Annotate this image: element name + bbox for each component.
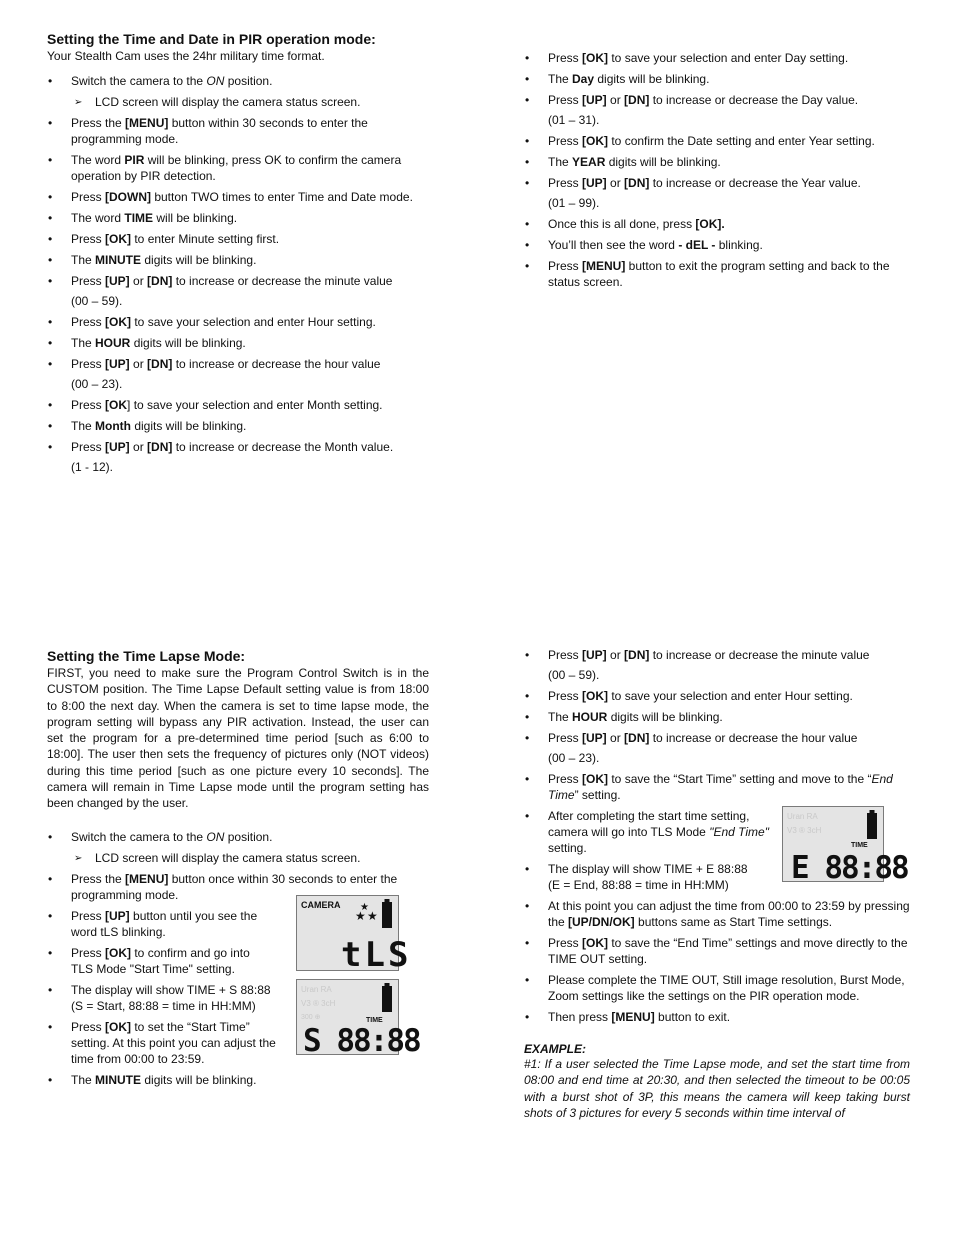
list-item: • Press [UP] or [DN] to increase or decrease the hour value (00 – 23).: [524, 730, 910, 766]
list-item: • Then press [MENU] button to exit.: [524, 1009, 910, 1025]
lcd-ghost-text: V3 ® 3cH: [301, 999, 336, 1008]
range-text: (01 – 31).: [548, 113, 600, 127]
list-item: • After completing the start time setting, camera will go into TLS Mode "End Time" setting.: [524, 808, 773, 856]
range-text: (01 – 99).: [548, 196, 600, 210]
lcd-start-digits: S 88:88: [303, 1023, 420, 1059]
example-text: #1: If a user selected the Time Lapse mode, and set the start time from 08:00 and end time at 20:30, and then selected the timeout to be 00:05 with a burst shot of 3P, this means the camera will keep taking burst shots of 3 pictures for every 5 seconds within time interval of: [524, 1057, 910, 1120]
list-item: • Press [UP] or [DN] to increase or decrease the Month value. (1 - 12).: [47, 439, 437, 475]
pir-steps-list-continued: [524, 50, 914, 290]
list-item: • Press [UP] button until you see the word tLS blinking.: [47, 908, 261, 940]
list-item: • The HOUR digits will be blinking.: [47, 335, 437, 351]
battery-icon: [382, 902, 392, 928]
pir-intro: Your Stealth Cam uses the 24hr military time format.: [47, 49, 325, 63]
range-text: (1 - 12).: [71, 460, 114, 475]
list-item: • You’ll then see the word - dEL - blinking.: [524, 237, 914, 253]
lcd-tls-image: [296, 895, 412, 975]
pir-section-right: [524, 50, 914, 290]
battery-icon: [867, 813, 877, 839]
list-item: • Press [OK] to confirm and go into TLS Mode "Start Time" setting.: [47, 945, 261, 977]
battery-icon: [382, 986, 392, 1012]
lcd-ghost-text: 300 ⊕: [301, 1014, 321, 1021]
example-heading: EXAMPLE:: [524, 1042, 587, 1056]
lcd-end-time-image: [782, 806, 908, 886]
list-item: • The HOUR digits will be blinking.: [524, 709, 910, 725]
list-item: • Switch the camera to the ON position.: [47, 73, 437, 89]
list-item: • Please complete the TIME OUT, Still image resolution, Burst Mode, Zoom settings like the settings on the PIR operation mode.: [524, 972, 910, 1004]
lcd-ghost-text: V3 ® 3cH: [787, 826, 822, 835]
star-icon: ★: [360, 902, 369, 913]
list-item: • Press [UP] or [DN] to increase or decrease the minute value (00 – 59).: [47, 273, 437, 309]
pir-title: Setting the Time and Date in PIR operation mode:: [47, 31, 376, 47]
lcd-start-time-image: [296, 979, 420, 1059]
list-item: • Press [OK] to save your selection and enter Hour setting.: [524, 688, 910, 704]
list-item: • Press [MENU] button to exit the program setting and back to the status screen.: [524, 258, 914, 290]
list-item: • Press [UP] or [DN] to increase or decrease the hour value (00 – 23).: [47, 356, 437, 392]
list-item: • Press [UP] or [DN] to increase or decrease the Year value. (01 – 99).: [524, 175, 914, 211]
list-item: • Press [UP] or [DN] to increase or decrease the Day value. (01 – 31).: [524, 92, 914, 128]
list-item: • The Month digits will be blinking.: [47, 418, 437, 434]
list-item: • The display will show TIME + S 88:88 (S = Start, 88:88 = time in HH:MM): [47, 982, 283, 1014]
range-text: (00 – 23).: [548, 751, 600, 765]
list-item: ➢ LCD screen will display the camera status screen.: [47, 94, 437, 110]
star-icon: ★: [355, 909, 366, 923]
tl-intro: FIRST, you need to make sure the Program Control Switch is in the CUSTOM position. The Time Lapse Default setting value is from 18:00 to 8:00 the next day. When the camera is set to time lapse mode, the program setting will bypass any PIR activation. Instead, the user can set the program for a pre-determined time period [such as 6:00 to 18:00]. The user then sets the frequency of pictures only (NOT videos) during this time period [such as one picture every 10 seconds]. The camera will remain in Time Lapse mode until the program setting has been changed by the user.: [47, 666, 429, 811]
list-item: • Press [OK] to save your selection and enter Hour setting.: [47, 314, 437, 330]
list-item: • Press [OK] to save your selection and enter Month setting.: [47, 397, 437, 413]
list-item: ➢ LCD screen will display the camera status screen.: [47, 850, 429, 866]
list-item: • Press the [MENU] button within 30 seconds to enter the programming mode.: [47, 115, 437, 147]
list-item: • Press [OK] to set the “Start Time” setting. At this point you can adjust the time from 00:00 to 23:59.: [47, 1019, 283, 1067]
range-text: (00 – 59).: [548, 668, 600, 682]
lcd-ghost-text: Uran RA: [787, 812, 818, 821]
list-item: • Press [OK] to save the “End Time” settings and move directly to the TIME OUT setting.: [524, 935, 910, 967]
lcd-time-label: TIME: [851, 842, 868, 849]
pir-steps-list: [47, 73, 437, 475]
list-item: • Press the [MENU] button once within 30 seconds to enter the programming mode.: [47, 871, 429, 903]
lcd-ghost-text: Uran RA: [301, 985, 332, 994]
list-item: • The Day digits will be blinking.: [524, 71, 914, 87]
list-item: • Press [OK] to confirm the Date setting and enter Year setting.: [524, 133, 914, 149]
list-item: • Switch the camera to the ON position.: [47, 829, 429, 845]
list-item: • Press [DOWN] button TWO times to enter Time and Date mode.: [47, 189, 437, 205]
list-item: • At this point you can adjust the time from 00:00 to 23:59 by pressing the [UP/DN/OK] buttons same as Start Time settings.: [524, 898, 910, 930]
list-item: • Press [UP] or [DN] to increase or decrease the minute value (00 – 59).: [524, 647, 910, 683]
lcd-time-label: TIME: [366, 1017, 383, 1024]
pir-section-left: [47, 30, 437, 475]
list-item: • The MINUTE digits will be blinking.: [47, 252, 437, 268]
list-item: • Once this is all done, press [OK].: [524, 216, 914, 232]
range-text: (00 – 23).: [71, 377, 123, 392]
list-item: • The display will show TIME + E 88:88 (E = End, 88:88 = time in HH:MM): [524, 861, 773, 893]
range-text: (00 – 59).: [71, 294, 123, 309]
list-item: • The word PIR will be blinking, press OK to confirm the camera operation by PIR detection.: [47, 152, 437, 184]
list-item: • The YEAR digits will be blinking.: [524, 154, 914, 170]
list-item: • Press [OK] to save the “Start Time” setting and move to the “End Time” setting.: [524, 771, 910, 803]
list-item: • Press [OK] to enter Minute setting first.: [47, 231, 437, 247]
list-item: • The MINUTE digits will be blinking.: [47, 1072, 429, 1088]
tl-title: Setting the Time Lapse Mode:: [47, 648, 246, 664]
lcd-tls-text: tLS: [341, 935, 412, 975]
star-icon: ★: [367, 909, 378, 923]
lcd-camera-label: CAMERA: [301, 900, 341, 910]
list-item: • Press [OK] to save your selection and enter Day setting.: [524, 50, 914, 66]
list-item: • The word TIME will be blinking.: [47, 210, 437, 226]
lcd-end-digits: E 88:88: [791, 850, 908, 886]
